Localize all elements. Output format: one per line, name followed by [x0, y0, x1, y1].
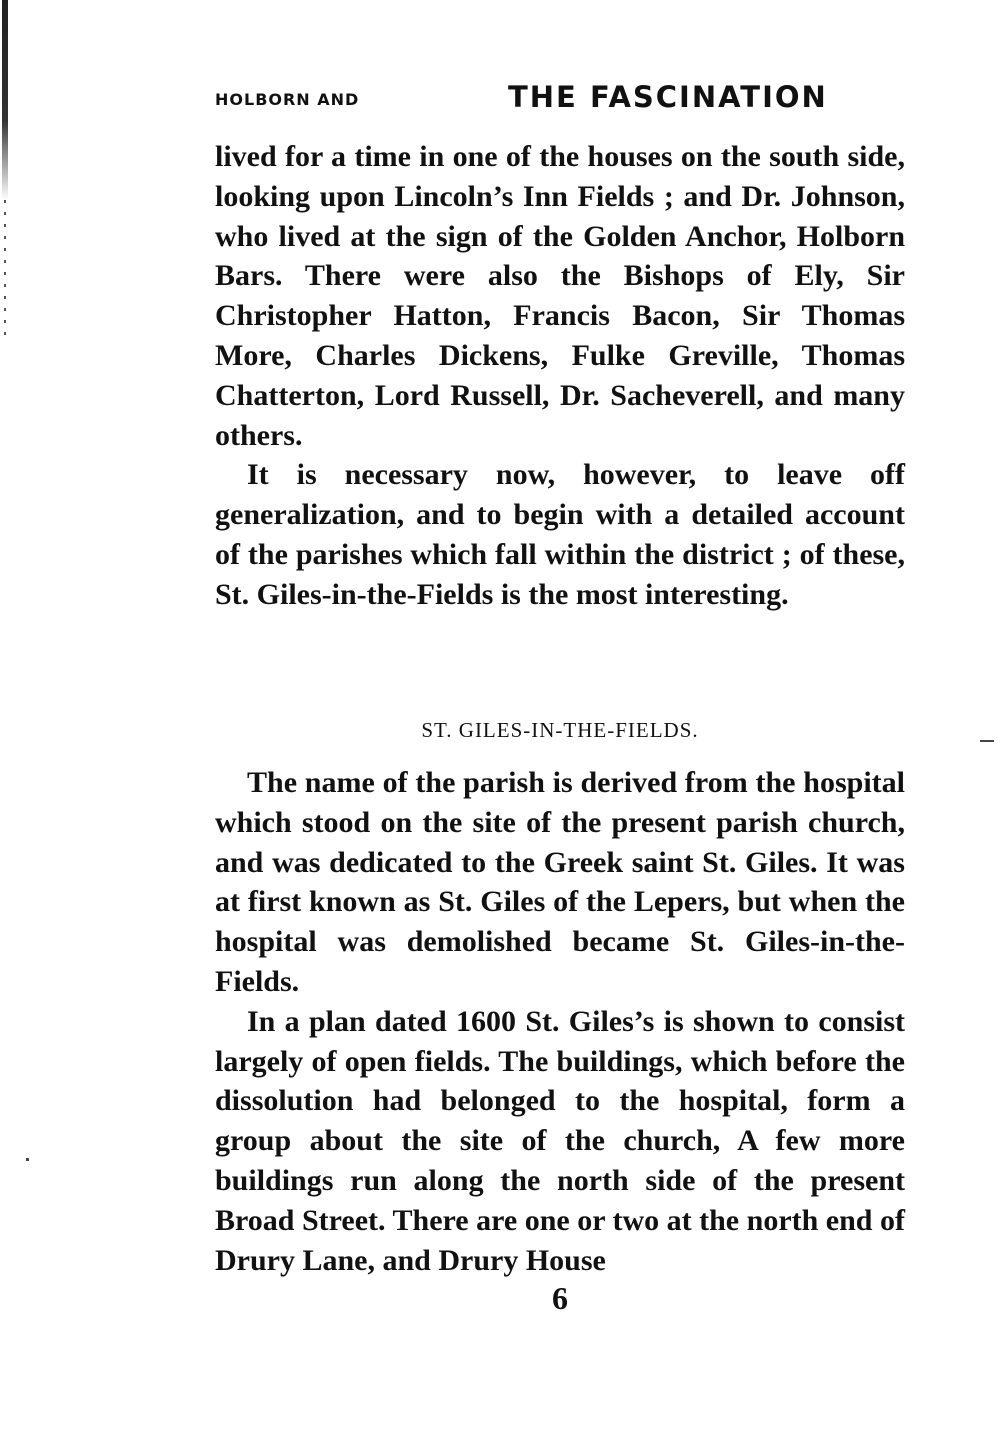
paragraph: In a plan dated 1600 St. Giles’s is shown to consist largely of open fields. The buildings, which before the dissolution had belonged to the hospital, form a group about the site of the church, A few more buildings run along the north side of the present Broad Street. There are one or two at the north end of Drury Lane, and Drury House [215, 1004, 905, 1277]
running-header-right: THE FASCINATION [508, 80, 828, 114]
section-heading: ST. GILES-IN-THE-FIELDS. [421, 718, 699, 742]
body-text-top [215, 137, 905, 615]
body-text-bottom [215, 763, 905, 1280]
page-number: 6 [552, 1280, 568, 1316]
scan-speck [980, 740, 994, 742]
paragraph-continued: lived for a time in one of the houses on the south side, looking upon Lincoln’s Inn Fields ; and Dr. Johnson, who lived at the sign of the Golden Anchor, Holborn Bars. There were also the Bishops of Ely, Sir Christopher Hatton, Francis Bacon, Sir Thomas More, Charles Dickens, Fulke Greville, Thomas Chatterton, Lord Russell, Dr. Sacheverell, and many others. [215, 140, 905, 452]
scan-speck [26, 1158, 29, 1161]
paragraph: It is necessary now, however, to leave off generalization, and to begin with a detailed account of the parishes which fall within the district ; of these, St. Giles-in-the-Fields is the most interesting. [215, 458, 905, 611]
running-header-left: HOLBORN AND [215, 90, 360, 109]
paragraph: The name of the parish is derived from the hospital which stood on the site of the present parish church, and was dedicated to the Greek saint St. Giles. It was at first known as St. Giles of the Lepers, but when the hospital was demolished became St. Giles-in-the-Fields. [215, 766, 905, 998]
scan-edge-marks [4, 200, 6, 340]
scan-edge-shadow [2, 0, 8, 200]
